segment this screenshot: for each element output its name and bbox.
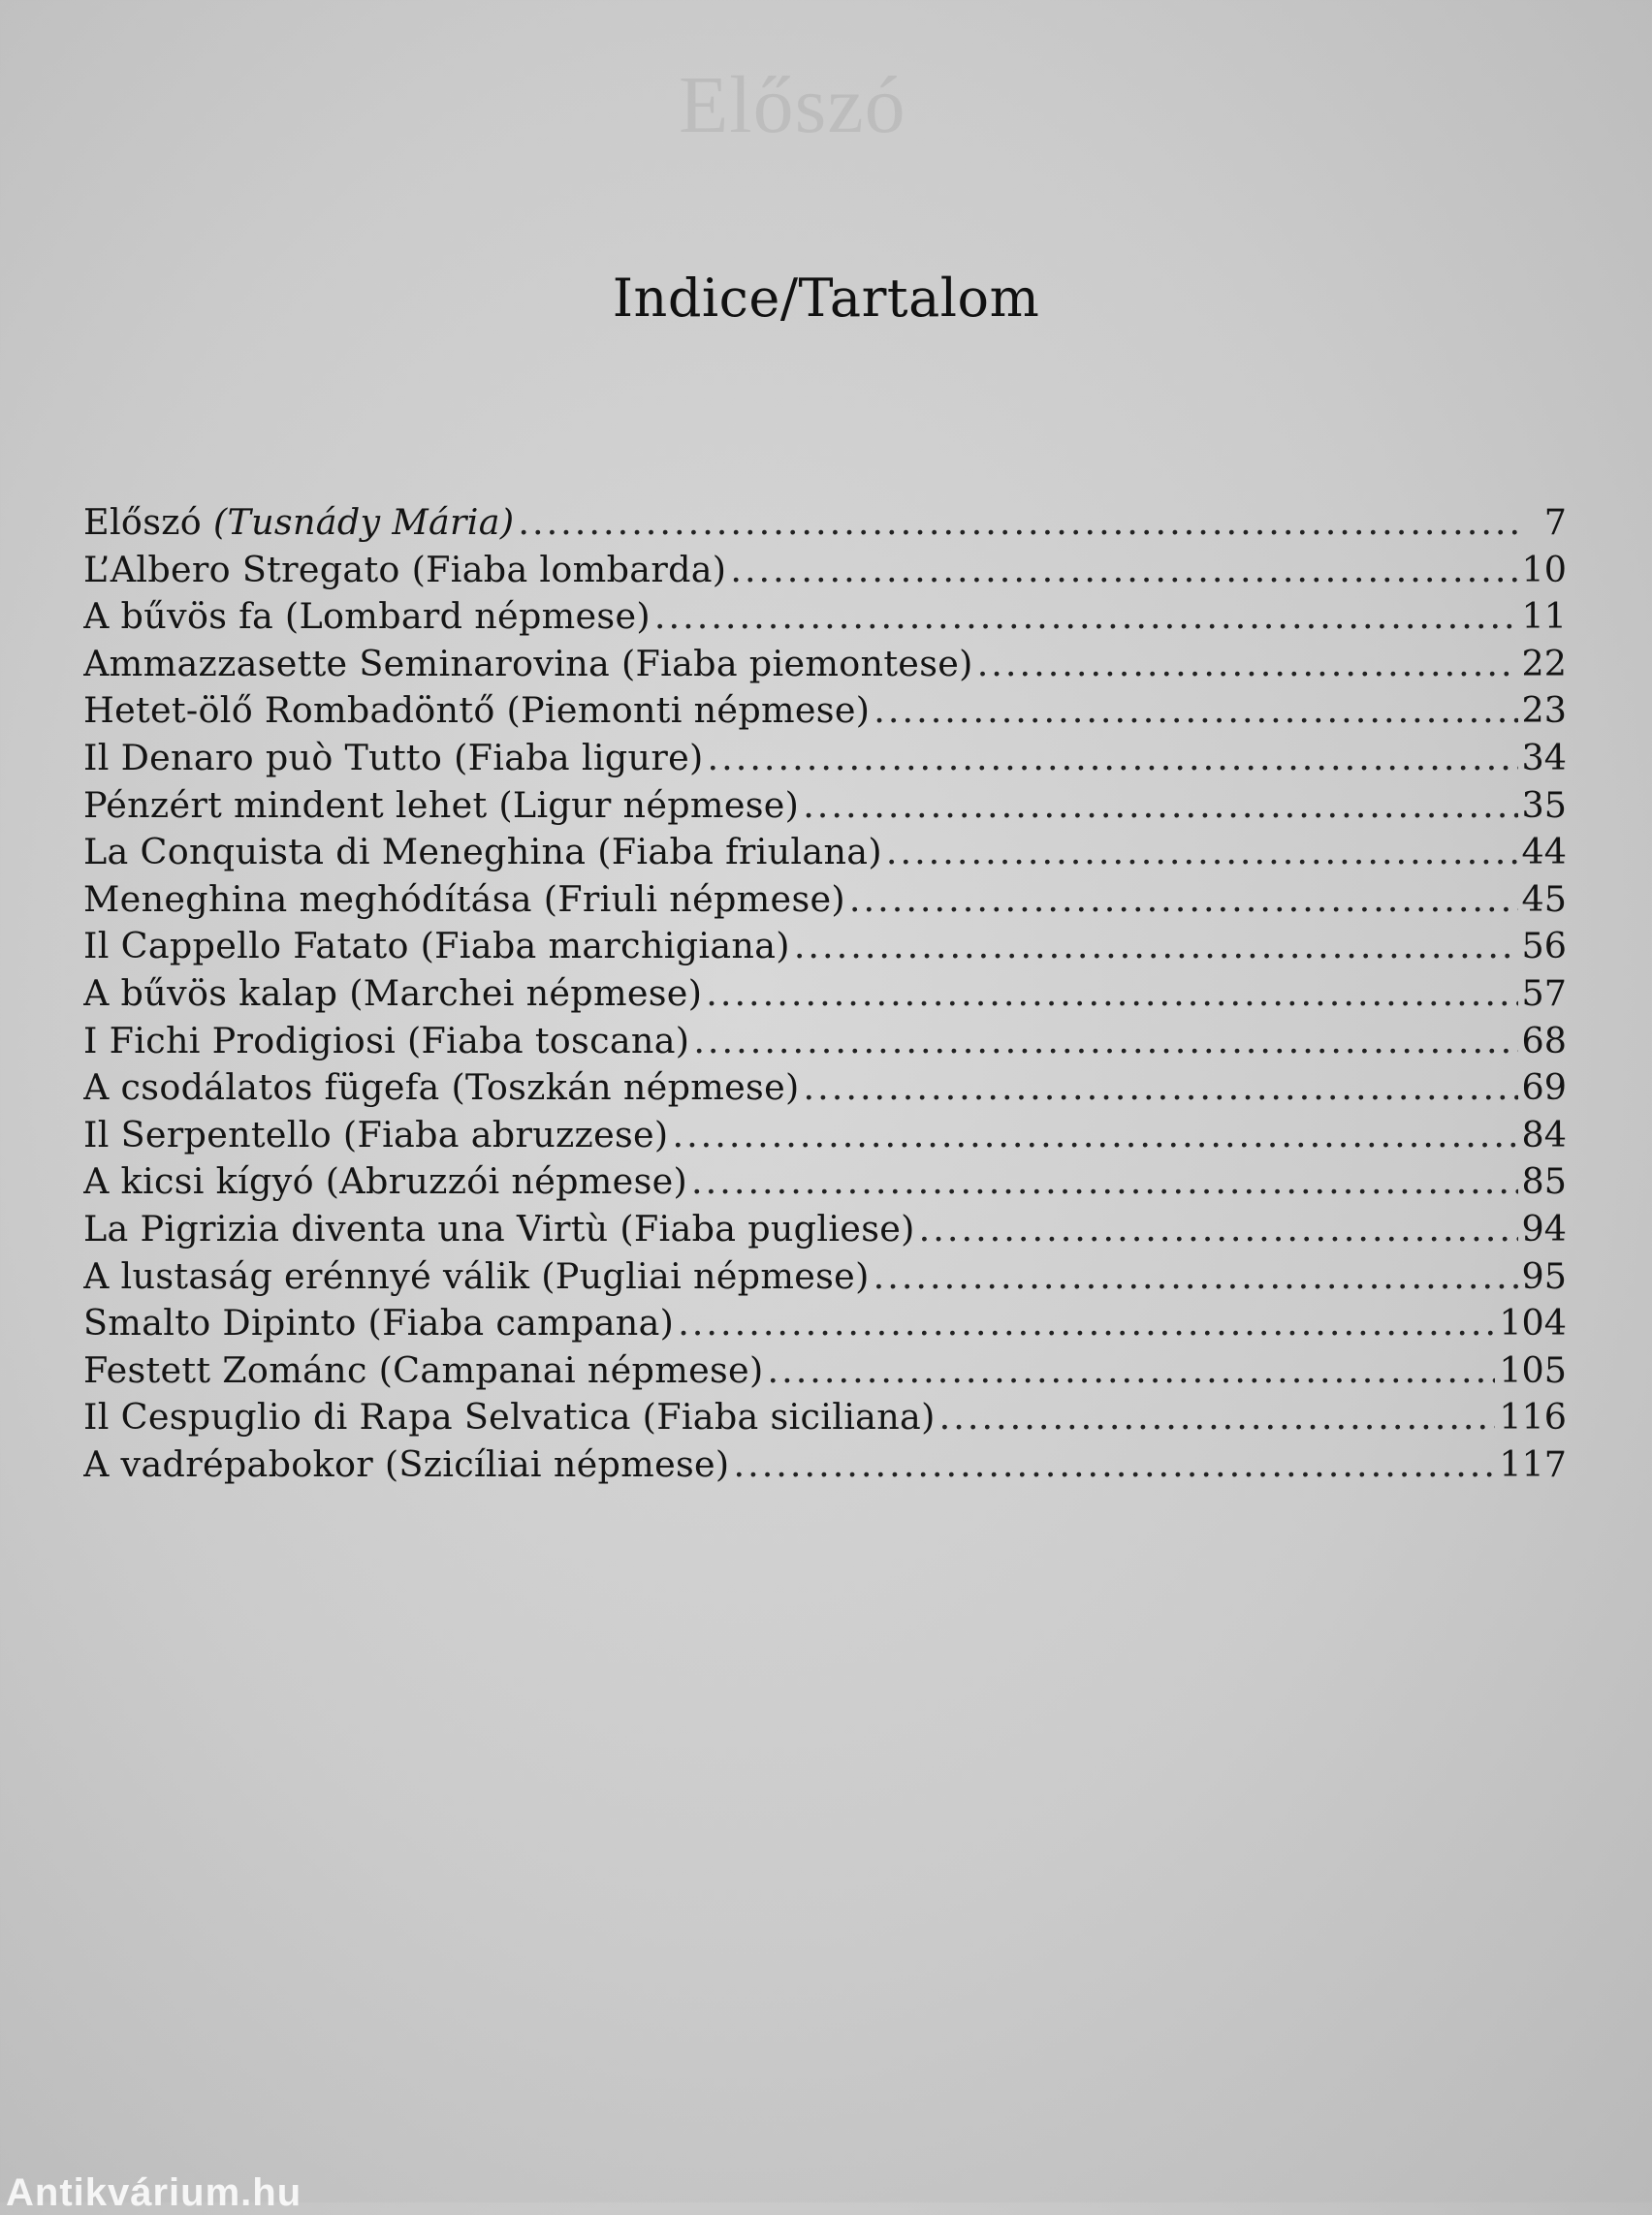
toc-entry-title	[83, 1441, 729, 1489]
toc-entry	[83, 1300, 1567, 1347]
dot-leader	[886, 829, 1518, 876]
dot-leader	[693, 1018, 1517, 1065]
toc-entry	[83, 1112, 1567, 1159]
toc-entry-title	[83, 687, 870, 735]
dot-leader	[768, 1347, 1496, 1395]
toc-entry-page-number: 116	[1499, 1396, 1567, 1439]
toc-entry	[83, 1394, 1567, 1441]
toc-entry-page-number: 35	[1521, 783, 1567, 826]
toc-entry	[83, 1347, 1567, 1395]
toc-entry	[83, 829, 1567, 876]
page-title: Indice/Tartalom	[612, 268, 1040, 329]
toc-entry-title	[83, 735, 704, 782]
toc-entry-title	[83, 1064, 800, 1112]
dot-leader	[518, 499, 1524, 547]
toc-entry-title	[83, 1300, 674, 1347]
dot-leader	[706, 970, 1517, 1018]
toc-entry-title	[83, 829, 882, 876]
toc-entry-title-text: Pénzért mindent lehet (Ligur népmese)	[83, 783, 800, 826]
dot-leader	[939, 1394, 1496, 1441]
dot-leader	[654, 593, 1518, 641]
dot-leader	[672, 1112, 1517, 1159]
toc-entry-title	[83, 1158, 687, 1206]
toc-entry-title-text: Előszó	[83, 501, 213, 543]
toc-entry	[83, 923, 1567, 970]
toc-entry-title-text: Il Cappello Fatato (Fiaba marchigiana)	[83, 925, 790, 967]
toc-entry-page-number: 7	[1543, 501, 1567, 543]
toc-entry-title-text: Meneghina meghódítása (Friuli népmese)	[83, 877, 845, 920]
toc-entry-title	[83, 1018, 689, 1065]
toc-entry-title	[83, 593, 651, 641]
toc-entry	[83, 687, 1567, 735]
toc-entry	[83, 547, 1567, 594]
toc-entry-page-number: 23	[1521, 689, 1567, 732]
dot-leader	[874, 687, 1517, 735]
toc-entry	[83, 1018, 1567, 1065]
toc-entry-page-number: 22	[1521, 642, 1567, 684]
toc-entry	[83, 1253, 1567, 1301]
toc-entry-title-text: Il Cespuglio di Rapa Selvatica (Fiaba siciliana)	[83, 1396, 936, 1439]
toc-entry-page-number: 84	[1521, 1113, 1567, 1155]
toc-entry-page-number: 104	[1499, 1302, 1567, 1345]
dot-leader	[708, 735, 1518, 782]
dot-leader	[803, 782, 1517, 830]
dot-leader	[849, 876, 1518, 924]
toc-entry-title-text: La Conquista di Meneghina (Fiaba friulana)	[83, 831, 882, 873]
dot-leader	[874, 1253, 1518, 1301]
toc-entry-title	[83, 970, 702, 1018]
toc-entry-page-number: 117	[1499, 1442, 1567, 1485]
toc-entry-title-text: A bűvös fa (Lombard népmese)	[83, 595, 651, 638]
toc-entry	[83, 641, 1567, 688]
toc-entry-title	[83, 1206, 915, 1253]
dot-leader	[691, 1158, 1518, 1206]
toc-entry-page-number: 105	[1499, 1348, 1567, 1391]
toc-entry-title-text: Smalto Dipinto (Fiaba campana)	[83, 1302, 675, 1345]
toc-entry-page-number: 68	[1521, 1019, 1567, 1061]
dot-leader	[919, 1206, 1518, 1253]
toc-entry-page-number: 10	[1521, 548, 1567, 590]
toc-entry-page-number: 34	[1521, 736, 1567, 778]
toc-entry-title-text: A vadrépabokor (Szicíliai népmese)	[83, 1442, 730, 1485]
toc-entry-title	[83, 547, 726, 594]
toc-entry-title-text: Hetet-ölő Rombadöntő (Piemonti népmese)	[83, 689, 871, 732]
toc-entry	[83, 499, 1567, 547]
toc-entry-title-text: I Fichi Prodigiosi (Fiaba toscana)	[83, 1019, 690, 1061]
toc-entry	[83, 1206, 1567, 1253]
toc-entry	[83, 876, 1567, 924]
toc-entry	[83, 1158, 1567, 1206]
dot-leader	[730, 547, 1517, 594]
toc-entry-title	[83, 782, 799, 830]
toc-entry	[83, 593, 1567, 641]
toc-entry	[83, 1441, 1567, 1489]
dot-leader	[678, 1300, 1495, 1347]
toc-entry-page-number: 69	[1521, 1066, 1567, 1109]
toc-entry-title-text: A csodálatos fügefa (Toszkán népmese)	[83, 1066, 800, 1109]
toc-entry-title-text: A kicsi kígyó (Abruzzói népmese)	[83, 1160, 688, 1203]
toc-entry-title	[83, 1347, 764, 1395]
toc-entry-title-text: Festett Zománc (Campanai népmese)	[83, 1348, 764, 1391]
toc-entry	[83, 1064, 1567, 1112]
toc-entry-author: (Tusnády Mária)	[212, 501, 515, 543]
toc-entry-title	[83, 1253, 870, 1301]
toc-entry-title-text: A bűvös kalap (Marchei népmese)	[83, 971, 703, 1014]
toc-entry-title	[83, 641, 973, 688]
dot-leader	[733, 1441, 1495, 1489]
watermark-logo: Antikvárium.hu	[6, 2171, 302, 2214]
toc-entry-page-number: 57	[1521, 971, 1567, 1014]
toc-entry	[83, 782, 1567, 830]
toc-entry-page-number: 56	[1521, 925, 1567, 967]
dot-leader	[794, 923, 1518, 970]
toc-entry-title-text: Il Denaro può Tutto (Fiaba ligure)	[83, 736, 704, 778]
toc-entry-title	[83, 876, 845, 924]
table-of-contents	[83, 499, 1567, 1488]
toc-entry-page-number: 94	[1521, 1207, 1567, 1250]
toc-entry-title-text: A lustaság erénnyé válik (Pugliai népmese)	[83, 1254, 870, 1297]
toc-entry-page-number: 11	[1521, 595, 1567, 638]
toc-entry-title-text: La Pigrizia diventa una Virtù (Fiaba pugliese)	[83, 1207, 915, 1250]
toc-entry-title-text: Ammazzasette Seminarovina (Fiaba piemontese)	[83, 642, 973, 684]
toc-entry-page-number: 95	[1521, 1254, 1567, 1297]
toc-entry-title-text: Il Serpentello (Fiaba abruzzese)	[83, 1113, 669, 1155]
toc-entry-page-number: 45	[1521, 877, 1567, 920]
toc-entry	[83, 735, 1567, 782]
toc-entry-page-number: 44	[1521, 831, 1567, 873]
dot-leader	[977, 641, 1518, 688]
show-through-heading: Előszó	[679, 60, 906, 150]
toc-entry-title	[83, 1112, 668, 1159]
toc-entry-title	[83, 923, 790, 970]
dot-leader	[804, 1064, 1518, 1112]
toc-entry-title-text: L’Albero Stregato (Fiaba lombarda)	[83, 548, 727, 590]
toc-entry-page-number: 85	[1521, 1160, 1567, 1203]
toc-entry-title	[83, 499, 514, 547]
toc-entry-title	[83, 1394, 936, 1441]
toc-entry	[83, 970, 1567, 1018]
